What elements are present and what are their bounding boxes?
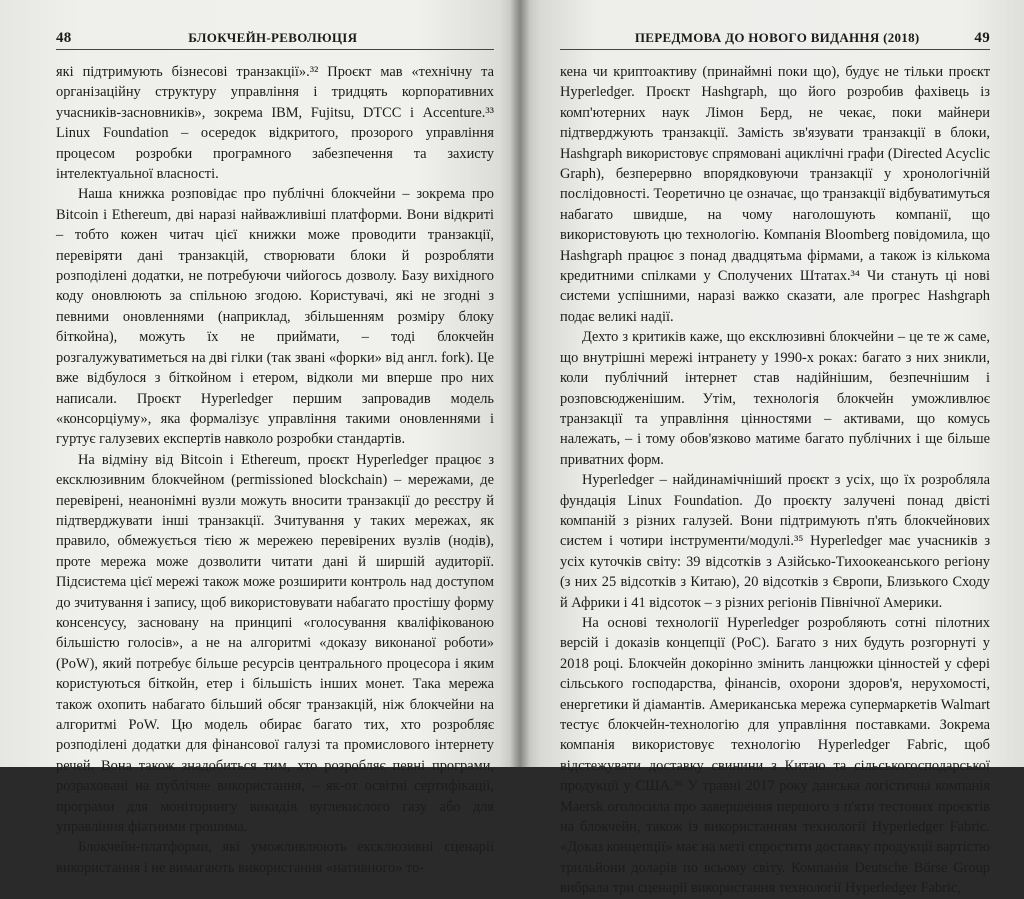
book-gutter [510, 0, 530, 767]
right-running-head [560, 30, 990, 50]
left-running-title: БЛОКЧЕЙН-РЕВОЛЮЦІЯ [188, 30, 358, 45]
right-page-body [560, 62, 990, 899]
paragraph: Блокчейн-платформи, які уможливлюють ексклюзивні сценарії використання і не вимагають використання «нативного» то- [56, 839, 494, 876]
left-page-body [56, 62, 494, 878]
left-page-number: 48 [56, 30, 72, 46]
left-page [0, 0, 520, 876]
paragraph: Наша книжка розповідає про публічні блокчейни – зокрема про Bitcoin і Ethereum, дві наразі найважливіші платформи. Вони відкриті – тобто кожен читач цієї книжки може проводити транзакції, перевіряти дані транзакцій, створювати блоки й розробляти розподілені додатки, не потребуючи чийогось дозволу. Базу вихідного коду оновлюють за спільною згодою. Користувачі, які не згодні з певними оновленнями (наприклад, збільшенням розміру блоку біткойна), можуть їх не приймати, – тоді блокчейн розгалужуватиметься на дві гілки (так звані «форки» від англ. fork). Це вже відбулося з біткойном і етером, відколи ми вперше про них написали. Проєкт Hyperledger першим запровадив модель «консорціуму», яка формалізує управління такими оновленнями і гуртує галузевих експертів навколо розробки стандартів. [56, 186, 494, 448]
right-page [520, 0, 1024, 897]
right-running-title: ПЕРЕДМОВА ДО НОВОГО ВИДАННЯ (2018) [634, 30, 920, 45]
paragraph: кена чи криптоактиву (принаймні поки що), будує не тільки проєкт Hyperledger. Проєкт Hashgraph, що його розробив фахівець із комп'ютерних наук Лімон Берд, не чекає, поки майнери підтверджують транзакції. Замість зв'язувати транзакції в блоки, Hashgraph використовує спрямовані ациклічні графи (Directed Acyclic Graph), безперервно впорядковуючи транзакції у хронологічній послідовності. Теоретично це означає, що транзакції відбуватимуться набагато швидше, на чому наголошують компанії, що використовують цю технологію. Компанія Bloomberg повідомила, що Hashgraph працює з понад двадцятьма фірмами, а також із кількома кредитними спілками у Сполучених Штатах.³⁴ Чи стануть ці нові системи успішними, наразі важко сказати, але прогрес Hashgraph подає великі надії. [560, 64, 990, 325]
paragraph: На основі технології Hyperledger розробляють сотні пілотних версій і доказів концепції (PoC). Багато з них будуть розгорнуті у 2018 році. Блокчейн докорінно змінить ланцюжки цінностей у сфері сільського господарства, фінансів, охорони здоров'я, нерухомості, енергетики й діамантів. Американська мережа супермаркетів Walmart тестує блокчейн-технологію для управління поставками. Зокрема компанія використовує технологію Hyperledger Fabric, щоб відстежувати доставку свинини з Китаю та сільськогосподарської продукції у США.³⁶ У травні 2017 року данська логістична компанія Maersk оголосила про завершення першого з п'яти тестових проєктів на блокчейн, також із використанням технології Hyperledger Fabric. «Доказ концепції» має на меті спростити доставку продукції вартістю трильйони доларів по всьому світу. Компанія Deutsche Börse Group вибрала три сценарії використання технології Hyperledger Fabric, [560, 614, 990, 897]
paragraph: Дехто з критиків каже, що ексклюзивні блокчейни – це те ж саме, що внутрішні мережі інтранету у 1990-х роках: багато з них зникли, коли публічний інтернет став надійнішим, безпечнішим і розповсюдженішим. Утім, технологія блокчейн уможливлює транзакції та управління цінностями – активами, що комусь належать, – і тому обов'язково матиме багато публічних і ще більше приватних форм. [560, 329, 990, 468]
paragraph: Hyperledger – найдинамічніший проєкт з усіх, що їх розробляла фундація Linux Foundation. До проєкту залучені понад двісті компаній з різних галузей. Вони підтримують п'ять блокчейнових систем і чотири інструменти/модулі.³⁵ Hyperledger має учасників з усіх куточків світу: 39 відсотків з Азійсько-Тихоокеанського регіону (з них 25 відсотків з Китаю), 20 відсотків з Європи, Близького Сходу й Африки і 41 відсоток – з різних регіонів Північної Америки. [560, 472, 990, 611]
right-page-number: 49 [974, 30, 990, 46]
left-running-head [56, 30, 494, 50]
paragraph: які підтримують бізнесові транзакції».³² Проєкт мав «технічну та організаційну структуру управління і тридцять корпоративних учасників-засновників», зокрема IBM, Fujitsu, DTCC і Accenture.³³ Linux Foundation – осередок відкритого, прозорого управління процесом розробки програмного забезпечення та захисту інтелектуальної власності. [56, 64, 494, 183]
paragraph: На відміну від Bitcoin і Ethereum, проєкт Hyperledger працює з ексклюзивним блокчейном (permissioned blockchain) – мережами, де перевірені, неанонімні вузли можуть вносити транзакції до реєстру й підтверджувати інші транзакції. Зчитування у таких мережах, як правило, обмежується тією ж мережею перевірених вузлів (нодів), проте мережа може дозволити читати дані й ширшій аудиторії. Підсистема цієї мережі також може розширити контроль над доступом до зчитування і запису, щоб використовувати набагато простішу форму консенсусу, засновану на принципі «голосування кваліфікованою більшістю голосів», а не на алгоритмі «доказу виконаної роботи» (PoW), який потребує більше ресурсів центрального процесора і яким користуються біткойн, етер і більшість інших монет. Така мережа також охопить набагато більший обсяг транзакцій, ніж блокчейни на алгоритмі PoW. Цю модель обирає багато тих, хто розробляє розподілені додатки для фінансової галузі та промислового інтернету речей. Вона також знадобиться тим, хто розробляє певні програми, розраховані на публічне використання, – як-от освітні сертифікації, програми для моніторингу викидів вуглекислого газу або для управління фіатними грошима. [56, 451, 494, 836]
